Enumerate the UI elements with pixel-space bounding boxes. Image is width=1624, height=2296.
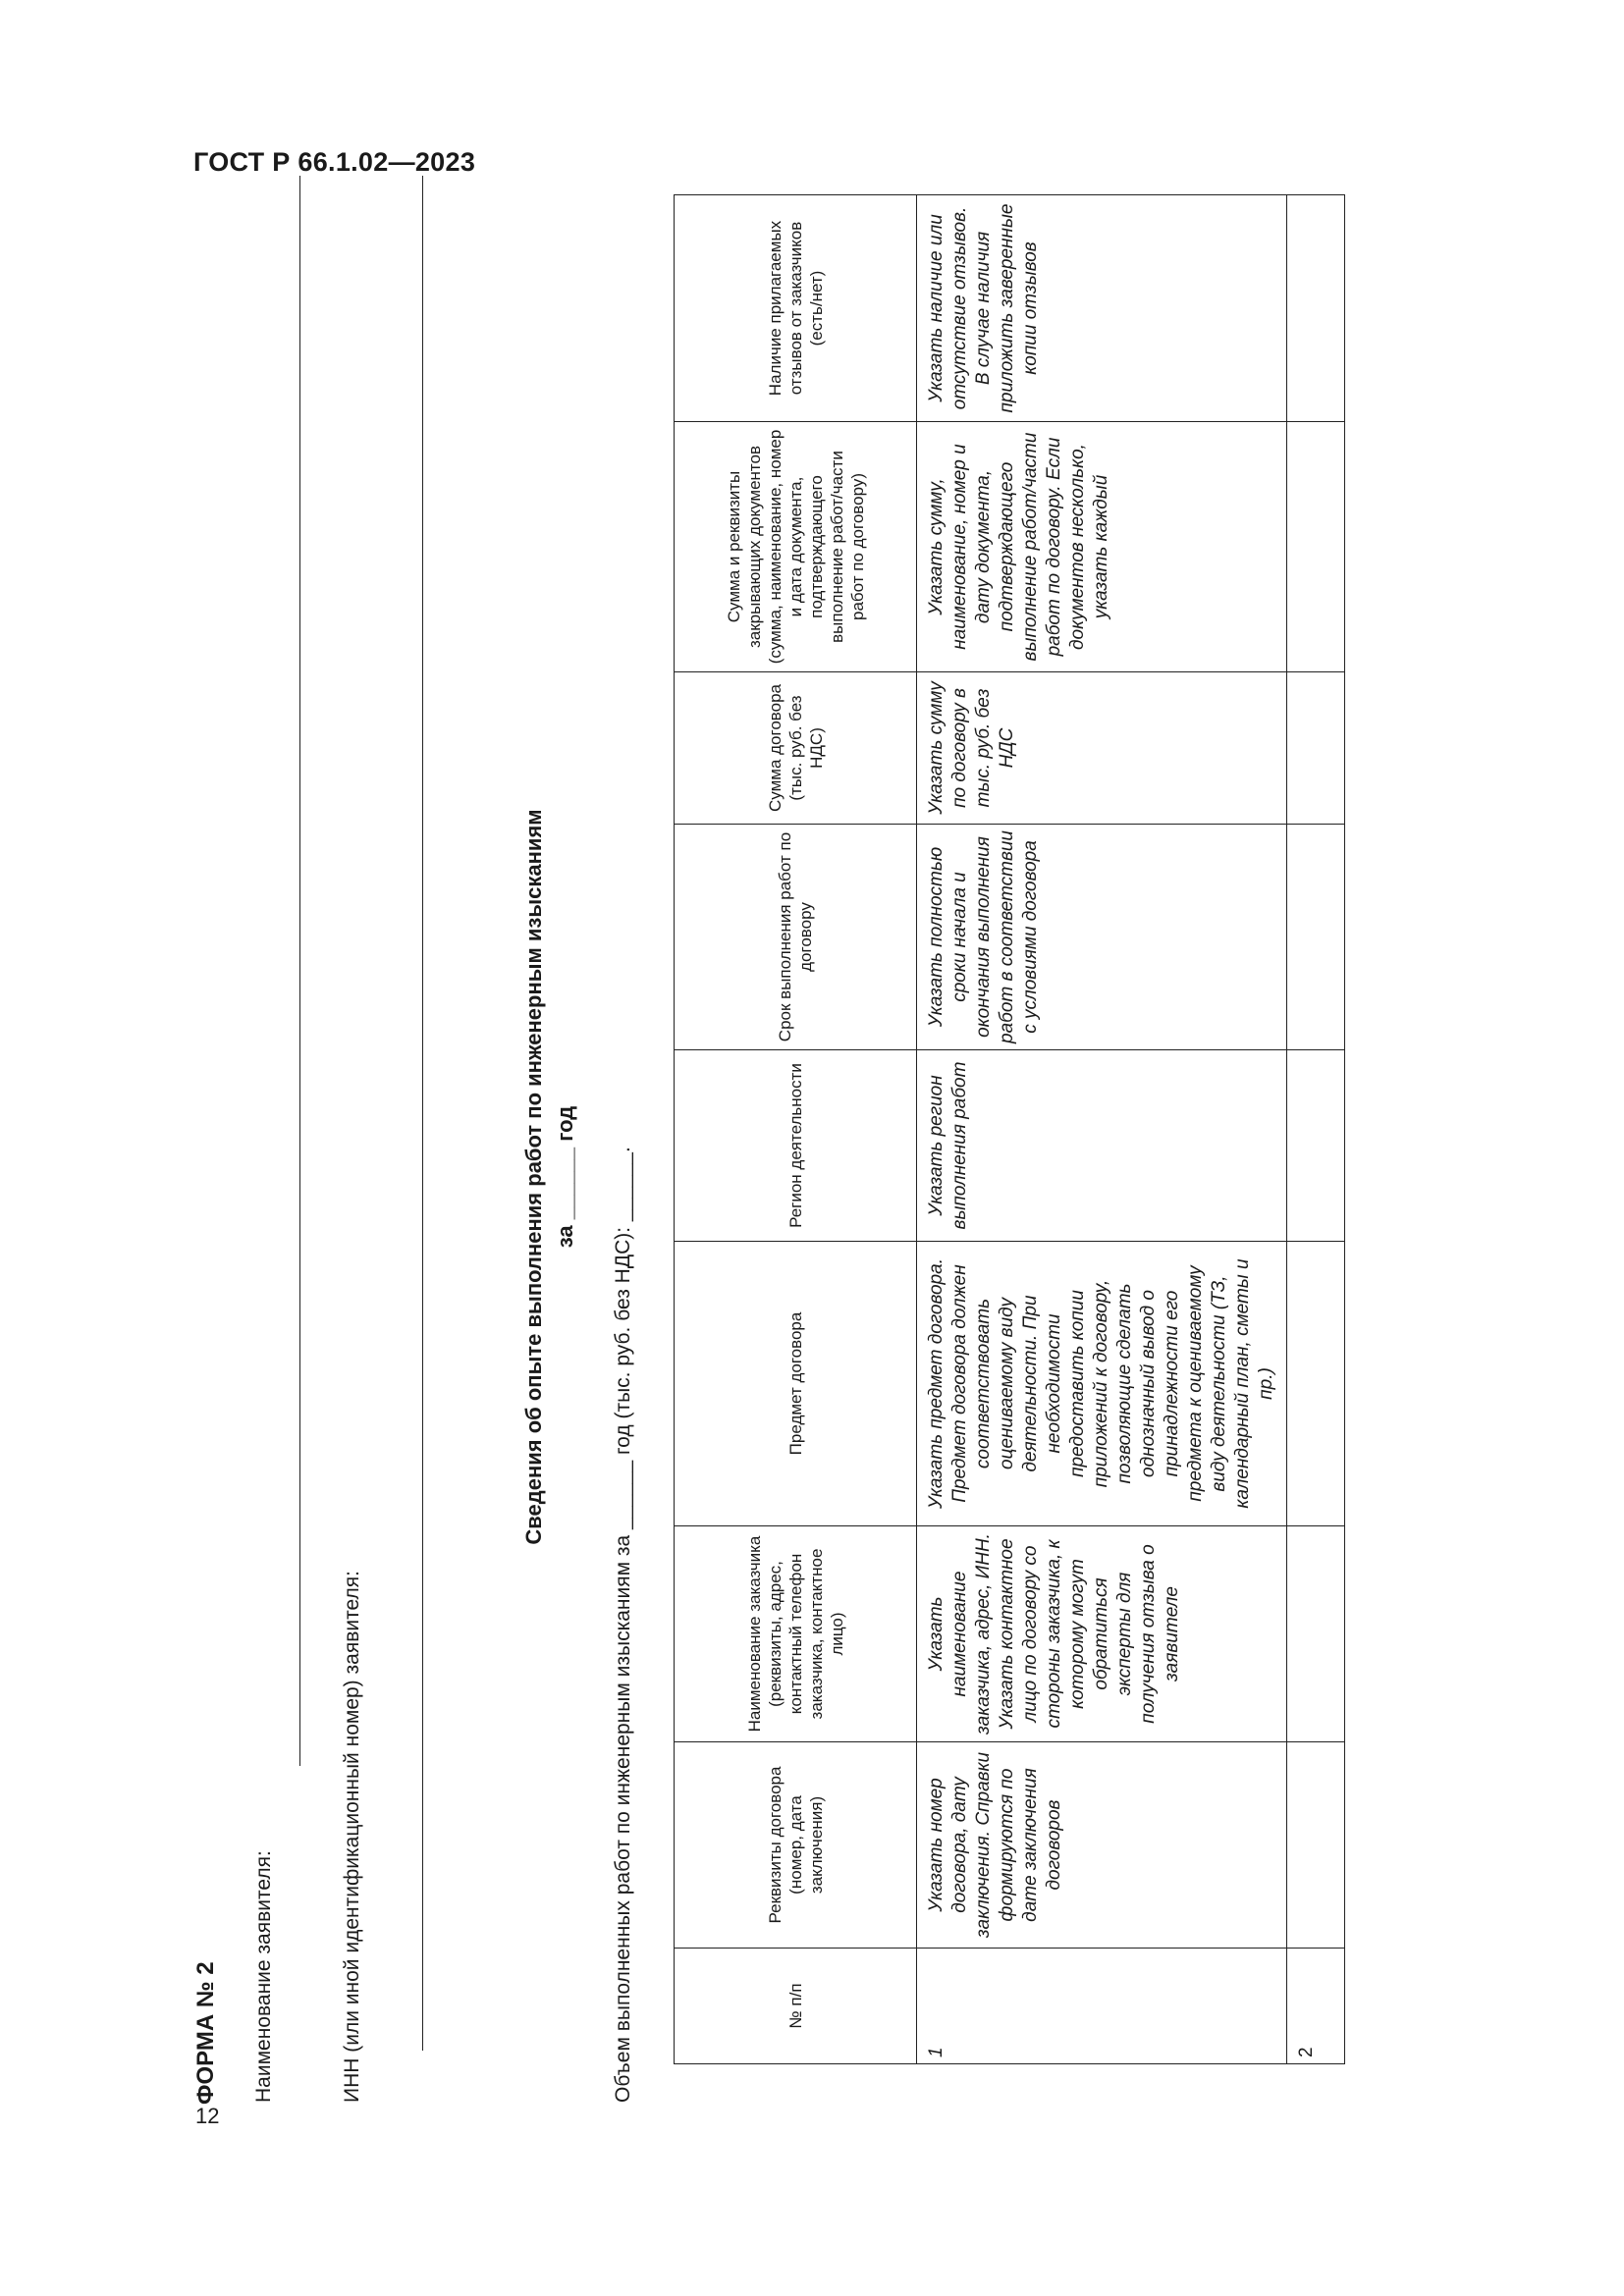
inn-field-line[interactable]: [422, 176, 423, 2051]
column-header: Регион деятельности: [675, 1050, 917, 1242]
table-cell: Указать сумму, наименование, номер и дату документа, подтверждающего выполнение работ/части работ по договору. Если документов несколько, указать каждый: [917, 422, 1287, 672]
work-volume-line: Объем выполненных работ по инженерным изысканиям за ______ год (тыс. руб. без НДС): ______.: [612, 1147, 634, 2103]
column-header: Наименование заказчика (реквизиты, адрес, контактный телефон заказчика, контактное лицо): [675, 1526, 917, 1742]
table-cell[interactable]: [1287, 1526, 1345, 1742]
table-row: [1287, 195, 1345, 2064]
section-title-line1: Сведения об опыте выполнения работ по инженерным изысканиям: [521, 809, 546, 1545]
table-cell[interactable]: [1287, 825, 1345, 1050]
column-header: Предмет договора: [675, 1242, 917, 1526]
table-row: [917, 195, 1287, 2064]
table-cell: 2: [1287, 1949, 1345, 2064]
table-cell[interactable]: [1287, 422, 1345, 672]
table-cell: 1: [917, 1949, 1287, 2064]
table-header-row: [675, 195, 917, 2064]
table-cell: Указать полностью сроки начала и окончания выполнения работ в соответствии с условиями договора: [917, 825, 1287, 1050]
experience-table: [674, 194, 1345, 2064]
table-cell: Указать регион выполнения работ: [917, 1050, 1287, 1242]
standard-designation: ГОСТ Р 66.1.02—2023: [193, 147, 476, 177]
section-title-line2: за ______ год: [553, 1105, 577, 1249]
column-header: Сумма договора (тыс. руб. без НДС): [675, 672, 917, 825]
form-title: ФОРМА № 2: [192, 1961, 219, 2105]
table-cell: Указать предмет договора. Предмет договора должен соответствовать оцениваемому виду деятельности. При необходимости предоставить копии приложений к договору, позволяющие сделать однозначный вывод о принадлежности его предмета к оцениваемому виду деятельности (ТЗ, календарный план, сметы и пр.): [917, 1242, 1287, 1526]
column-header: Реквизиты договора (номер, дата заключения): [675, 1742, 917, 1949]
table-cell: Указать сумму по договору в тыс. руб. без НДС: [917, 672, 1287, 825]
table-cell[interactable]: [1287, 195, 1345, 422]
table-cell: Указать номер договора, дату заключения. Справки формируются по дате заключения договоров: [917, 1742, 1287, 1949]
applicant-name-label: Наименование заявителя:: [252, 1850, 275, 2103]
table-cell[interactable]: [1287, 1050, 1345, 1242]
table-cell[interactable]: [1287, 1742, 1345, 1949]
table-cell: Указать наличие или отсутствие отзывов. В случае наличия приложить заверенные копии отзывов: [917, 195, 1287, 422]
table-cell[interactable]: [1287, 1242, 1345, 1526]
page-number: 12: [195, 2104, 220, 2128]
inn-label: ИНН (или иной идентификационный номер) заявителя:: [341, 1571, 363, 2103]
applicant-name-field-line[interactable]: [299, 176, 300, 1766]
column-header: Сумма и реквизиты закрывающих документов (сумма, наименование, номер и дата документа, подтверждающего выполнение работ/части работ по договору): [675, 422, 917, 672]
table-cell[interactable]: [1287, 672, 1345, 825]
column-header: Наличие прилагаемых отзывов от заказчиков (есть/нет): [675, 195, 917, 422]
section-title: [518, 470, 581, 1884]
column-header: Срок выполнения работ по договору: [675, 825, 917, 1050]
column-header: № п/п: [675, 1949, 917, 2064]
table-cell: Указать наименование заказчика, адрес, ИНН. Указать контактное лицо по договору со стороны заказчика, к которому могут обратиться эксперты для получения отзыва о заявителе: [917, 1526, 1287, 1742]
